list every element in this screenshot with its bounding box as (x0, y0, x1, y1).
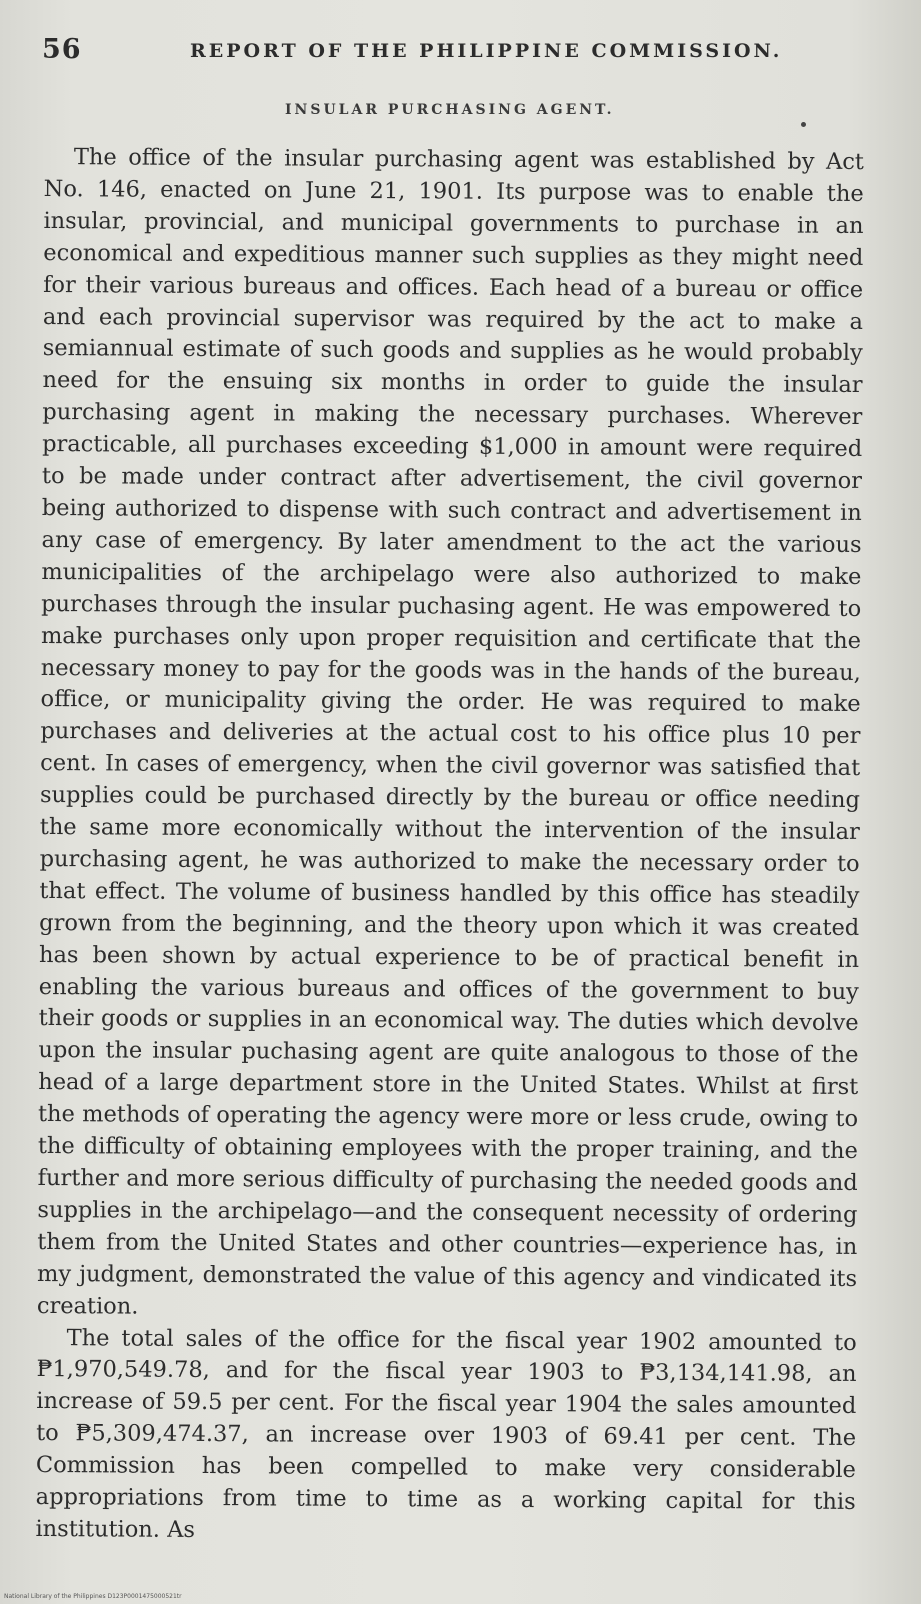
body-text (35, 142, 864, 1551)
library-credit: National Library of the Philippines D123P0001475000521tr (4, 1593, 182, 1600)
stray-dot-mark (801, 122, 806, 127)
page-header (42, 34, 882, 74)
running-head: REPORT OF THE PHILIPPINE COMMISSION. (190, 40, 783, 62)
paragraph-1: The office of the insular purchasing agent was established by Act No. 146, enacted on June 21, 1901. Its purpose was to enable the insular, provincial, and municipal governments to purchase in an economical and expeditious manner such supplies as they might need for their various bureaus and offices. Each head of a bureau or office and each provincial supervisor was required by the act to make a semiannual estimate of such goods and supplies as he would probably need for the ensuing six months in order to guide the insular purchasing agent in making the necessary purchases. Wherever practicable, all purchases exceeding $1,000 in amount were required to be made under contract after advertisement, the civil governor being authorized to dispense with such contract and advertisement in any case of emergency. By later amendment to the act the various municipalities of the archipelago were also authorized to make purchases through the insular puchasing agent. He was empowered to make purchases only upon proper requisition and certificate that the necessary money to pay for the goods was in the hands of the bureau, office, or municipality giving the order. He was required to make purchases and deliveries at the actual cost to his office plus 10 per cent. In cases of emergency, when the civil governor was satisfied that supplies could be purchased directly by the bureau or office needing the same more economically without the intervention of the insular purchasing agent, he was authorized to make the necessary order to that effect. The volume of business handled by this office has steadily grown from the beginning, and the theory upon which it was created has been shown by actual experience to be of practical benefit in enabling the various bureaus and offices of the government to buy their goods or supplies in an economical way. The duties which devolve upon the insular puchasing agent are quite analogous to those of the head of a large department store in the United States. Whilst at first the methods of operating the agency were more or less crude, owing to the difficulty of obtaining employees with the proper training, and the further and more serious difficulty of purchasing the needed goods and supplies in the archipelago—and the consequent necessity of ordering them from the United States and other countries—experience has, in my judgment, demonstrated the value of this agency and vindicated its creation. (36, 144, 864, 1320)
page-number: 56 (42, 34, 82, 65)
paragraph-2: The total sales of the office for the fiscal year 1902 amounted to ₱1,970,549.78, and for the fiscal year 1903 to ₱3,134,141.98, an increase of 59.5 per cent. For the fiscal year 1904 the sales amounted to ₱5,309,474.37, an increase over 1903 of 69.41 per cent. The Commission has been compelled to make very considerable appropriations from time to time as a working capital for this institution. As (35, 1324, 857, 1543)
section-title: INSULAR PURCHASING AGENT. (285, 102, 615, 118)
